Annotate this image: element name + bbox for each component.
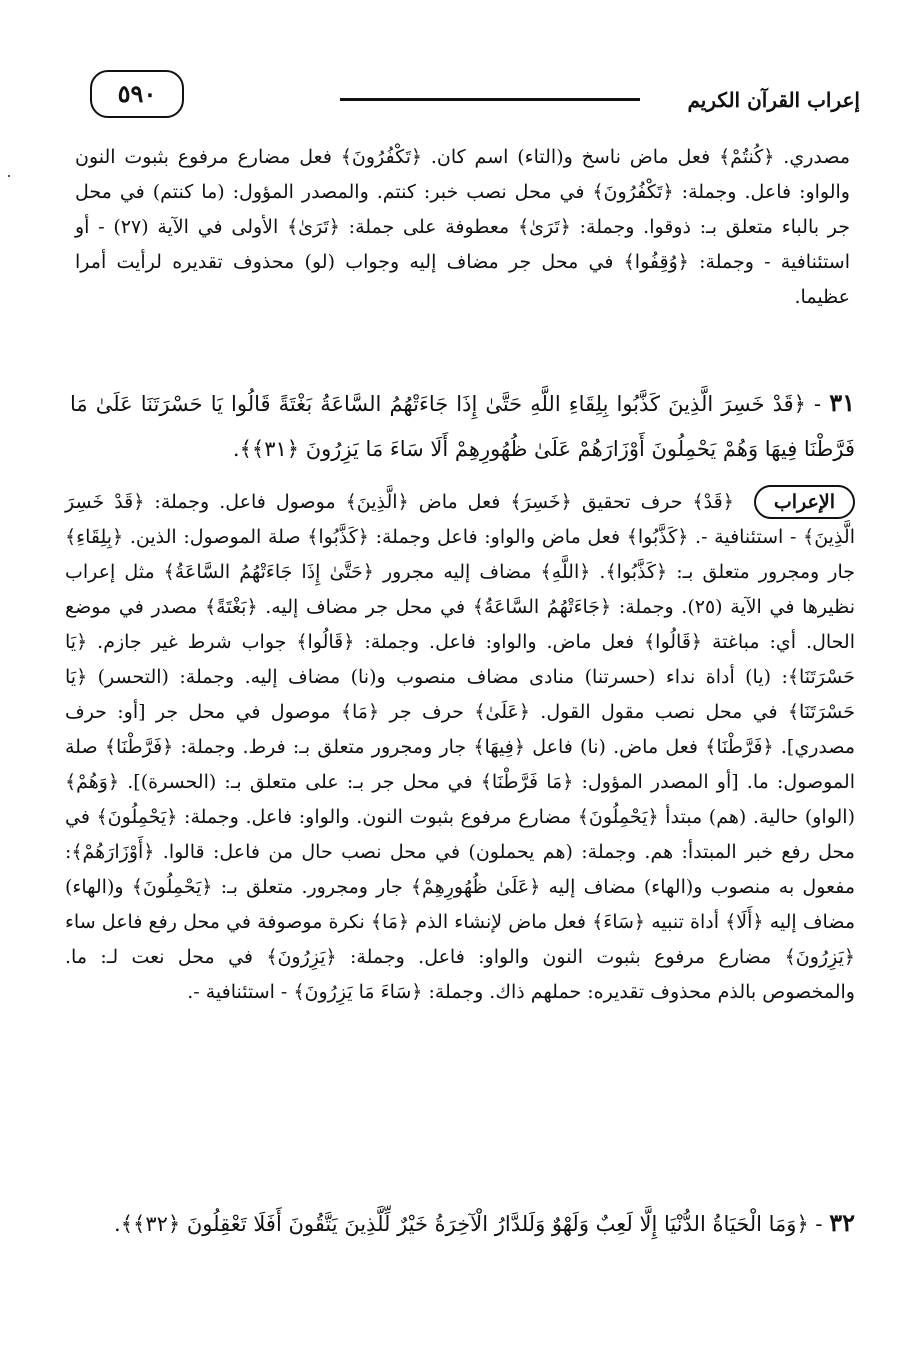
scan-speck (8, 175, 10, 177)
page-number: ٥٩٠ (90, 70, 184, 118)
irab-badge: الإعراب (754, 485, 855, 519)
header-rule (340, 98, 640, 101)
irab-section (65, 485, 855, 1010)
verse-31 (70, 380, 855, 472)
irab-text: ﴿قَدْ﴾ حرف تحقيق ﴿خَسِرَ﴾ فعل ماض ﴿الَّذِينَ﴾ موصول فاعل. وجملة: ﴿قَدْ خَسِرَ الَّذِينَ﴾ - استئنافية -. ﴿كَذَّبُوا﴾ فعل ماض والواو: فاعل وجملة: ﴿كَذَّبُوا﴾ صلة الموصول: الذين. ﴿بِلِقَاءِ﴾ جار ومجرور متعلق بـ: ﴿كَذَّبُوا﴾. ﴿اللَّهِ﴾ مضاف إليه مجرور ﴿حَتَّىٰ إِذَا جَاءَتْهُمُ السَّاعَةُ﴾ مثل إعراب نظيرها في الآية (٢٥). وجملة: ﴿جَاءَتْهُمُ السَّاعَةُ﴾ في محل جر مضاف إليه. ﴿بَغْتَةً﴾ مصدر في موضع الحال. أي: مباغتة ﴿قَالُوا﴾ فعل ماض. والواو: فاعل. وجملة: ﴿قَالُوا﴾ جواب شرط غير جازم. ﴿يَا حَسْرَتَنَا﴾: (يا) أداة نداء (حسرتنا) منادى مضاف منصوب و(نا) مضاف إليه. وجملة: (التحسر) ﴿يَا حَسْرَتَنَا﴾ في محل نصب مقول القول. ﴿عَلَىٰ﴾ حرف جر ﴿مَا﴾ موصول في محل جر [أو: حرف مصدري]. ﴿فَرَّطْنَا﴾ فعل ماض. (نا) فاعل ﴿فِيهَا﴾ جار ومجرور متعلق بـ: فرط. وجملة: ﴿فَرَّطْنَا﴾ صلة الموصول: ما. [أو المصدر المؤول: ﴿مَا فَرَّطْنَا﴾ في محل جر بـ: على متعلق بـ: (الحسرة)]. ﴿وَهُمْ﴾ (الواو) حالية. (هم) مبتدأ ﴿يَحْمِلُونَ﴾ مضارع مرفوع بثبوت النون. والواو: فاعل. وجملة: ﴿يَحْمِلُونَ﴾ في محل رفع خبر المبتدأ: هم. وجملة: (هم يحملون) في محل نصب حال من فاعل: قالوا. ﴿أَوْزَارَهُمْ﴾: مفعول به منصوب و(الهاء) مضاف إليه ﴿عَلَىٰ ظُهُورِهِمْ﴾ جار ومجرور. متعلق بـ: ﴿يَحْمِلُونَ﴾ و(الهاء) مضاف إليه ﴿أَلَا﴾ أداة تنبيه ﴿سَاءَ﴾ فعل ماض لإنشاء الذم ﴿مَا﴾ نكرة موصوفة في محل رفع فاعل ساء ﴿يَزِرُونَ﴾ مضارع مرفوع بثبوت النون والواو: فاعل. وجملة: ﴿يَزِرُونَ﴾ في محل نعت لـ: ما. والمخصوص بالذم محذوف تقديره: حملهم ذاك. وجملة: ﴿سَاءَ مَا يَزِرُونَ﴾ - استئنافية -. (65, 491, 856, 1003)
page-header (60, 60, 860, 130)
verse-number: ٣٢ (829, 1208, 855, 1237)
verse-text: - ﴿قَدْ خَسِرَ الَّذِينَ كَذَّبُوا بِلِقَاءِ اللَّهِ حَتَّىٰ إِذَا جَاءَتْهُمُ السَّاعَةُ بَغْتَةً قَالُوا يَا حَسْرَتَنَا عَلَىٰ مَا فَرَّطْنَا فِيهَا وَهُمْ يَحْمِلُونَ أَوْزَارَهُمْ عَلَىٰ ظُهُورِهِمْ أَلَا سَاءَ مَا يَزِرُونَ ﴿٣١﴾﴾. (70, 392, 855, 461)
continuation-paragraph: مصدري. ﴿كُنتُمْ﴾ فعل ماض ناسخ و(التاء) اسم كان. ﴿تَكْفُرُونَ﴾ فعل مضارع مرفوع بثبوت النون والواو: فاعل. وجملة: ﴿تَكْفُرُونَ﴾ في محل نصب خبر: كنتم. والمصدر المؤول: (ما كنتم) في محل جر بالباء متعلق بـ: ذوقوا. وجملة: ﴿تَرَىٰ﴾ معطوفة على جملة: ﴿تَرَىٰ﴾ الأولى في الآية (٢٧) - أو استئنافية - وجملة: ﴿وُقِفُوا﴾ في محل جر مضاف إليه وجواب (لو) محذوف تقديره لرأيت أمرا عظيما. (75, 146, 850, 308)
verse-32 (70, 1200, 855, 1247)
book-title: إعراب القرآن الكريم (687, 88, 860, 112)
verse-text: - ﴿وَمَا الْحَيَاةُ الدُّنْيَا إِلَّا لَعِبٌ وَلَهْوٌ وَلَلدَّارُ الْآخِرَةُ خَيْرٌ لِّلَّذِينَ يَتَّقُونَ أَفَلَا تَعْقِلُونَ ﴿٣٢﴾﴾. (114, 1212, 823, 1236)
verse-number: ٣١ (829, 388, 855, 417)
